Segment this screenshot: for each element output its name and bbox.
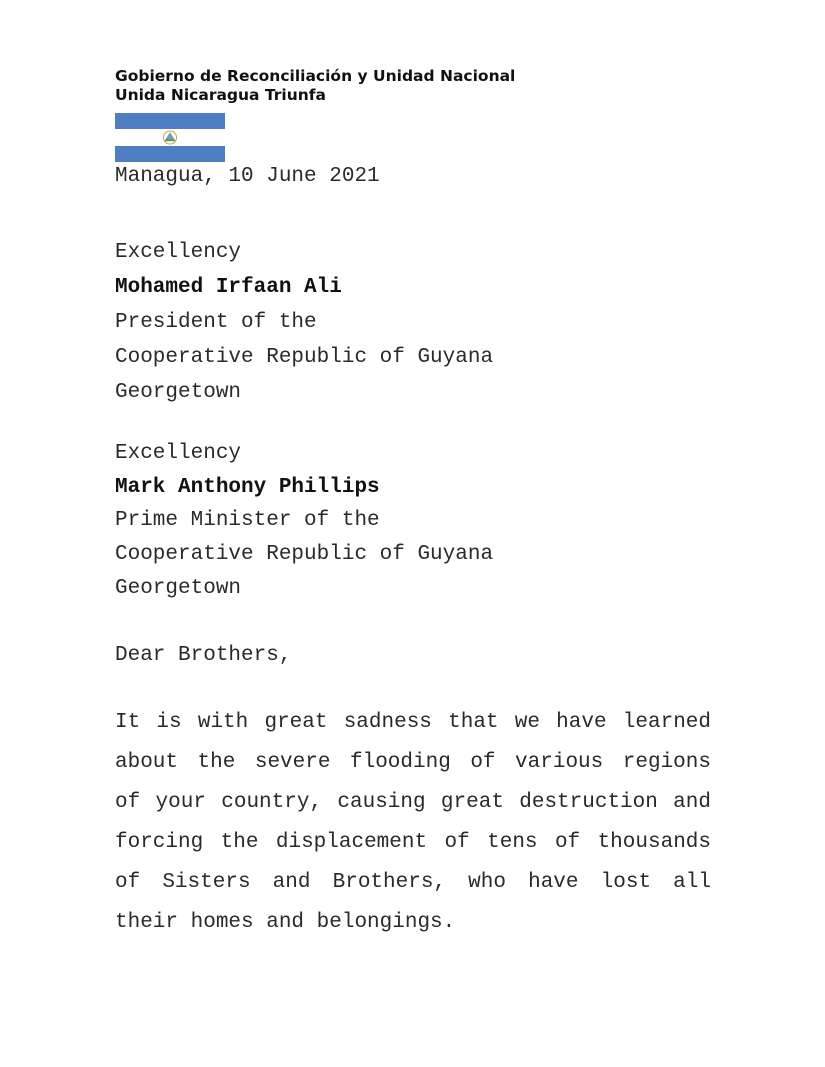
letterhead-slogan: Unida Nicaragua Triunfa <box>115 86 327 104</box>
recipient-country: Cooperative Republic of Guyana <box>115 346 494 369</box>
letter-greeting: Dear Brothers, <box>115 644 292 667</box>
body-line: of Sisters and Brothers, who have lost all <box>115 871 711 894</box>
recipient-city: Georgetown <box>115 577 242 600</box>
recipient-salutation: Excellency <box>115 241 242 264</box>
place-and-date: Managua, 10 June 2021 <box>115 165 380 188</box>
recipient-title: Prime Minister of the <box>115 509 380 532</box>
body-line: forcing the displacement of tens of thousands <box>115 831 711 854</box>
body-line: their homes and belongings. <box>115 911 456 934</box>
recipient-country: Cooperative Republic of Guyana <box>115 543 494 566</box>
letterhead <box>115 67 515 105</box>
body-line: about the severe flooding of various regions <box>115 751 711 774</box>
recipient-city: Georgetown <box>115 381 242 404</box>
recipient-salutation: Excellency <box>115 442 242 465</box>
nicaragua-flag-icon <box>115 113 225 162</box>
letterhead-government-name: Gobierno de Reconciliación y Unidad Nacional <box>115 67 516 85</box>
body-line: It is with great sadness that we have learned <box>115 711 711 734</box>
recipient-title: President of the <box>115 311 317 334</box>
recipient-name: Mark Anthony Phillips <box>115 476 380 499</box>
body-line: of your country, causing great destruction and <box>115 791 711 814</box>
letter-body-paragraph <box>115 703 711 943</box>
recipient-name: Mohamed Irfaan Ali <box>115 276 342 299</box>
